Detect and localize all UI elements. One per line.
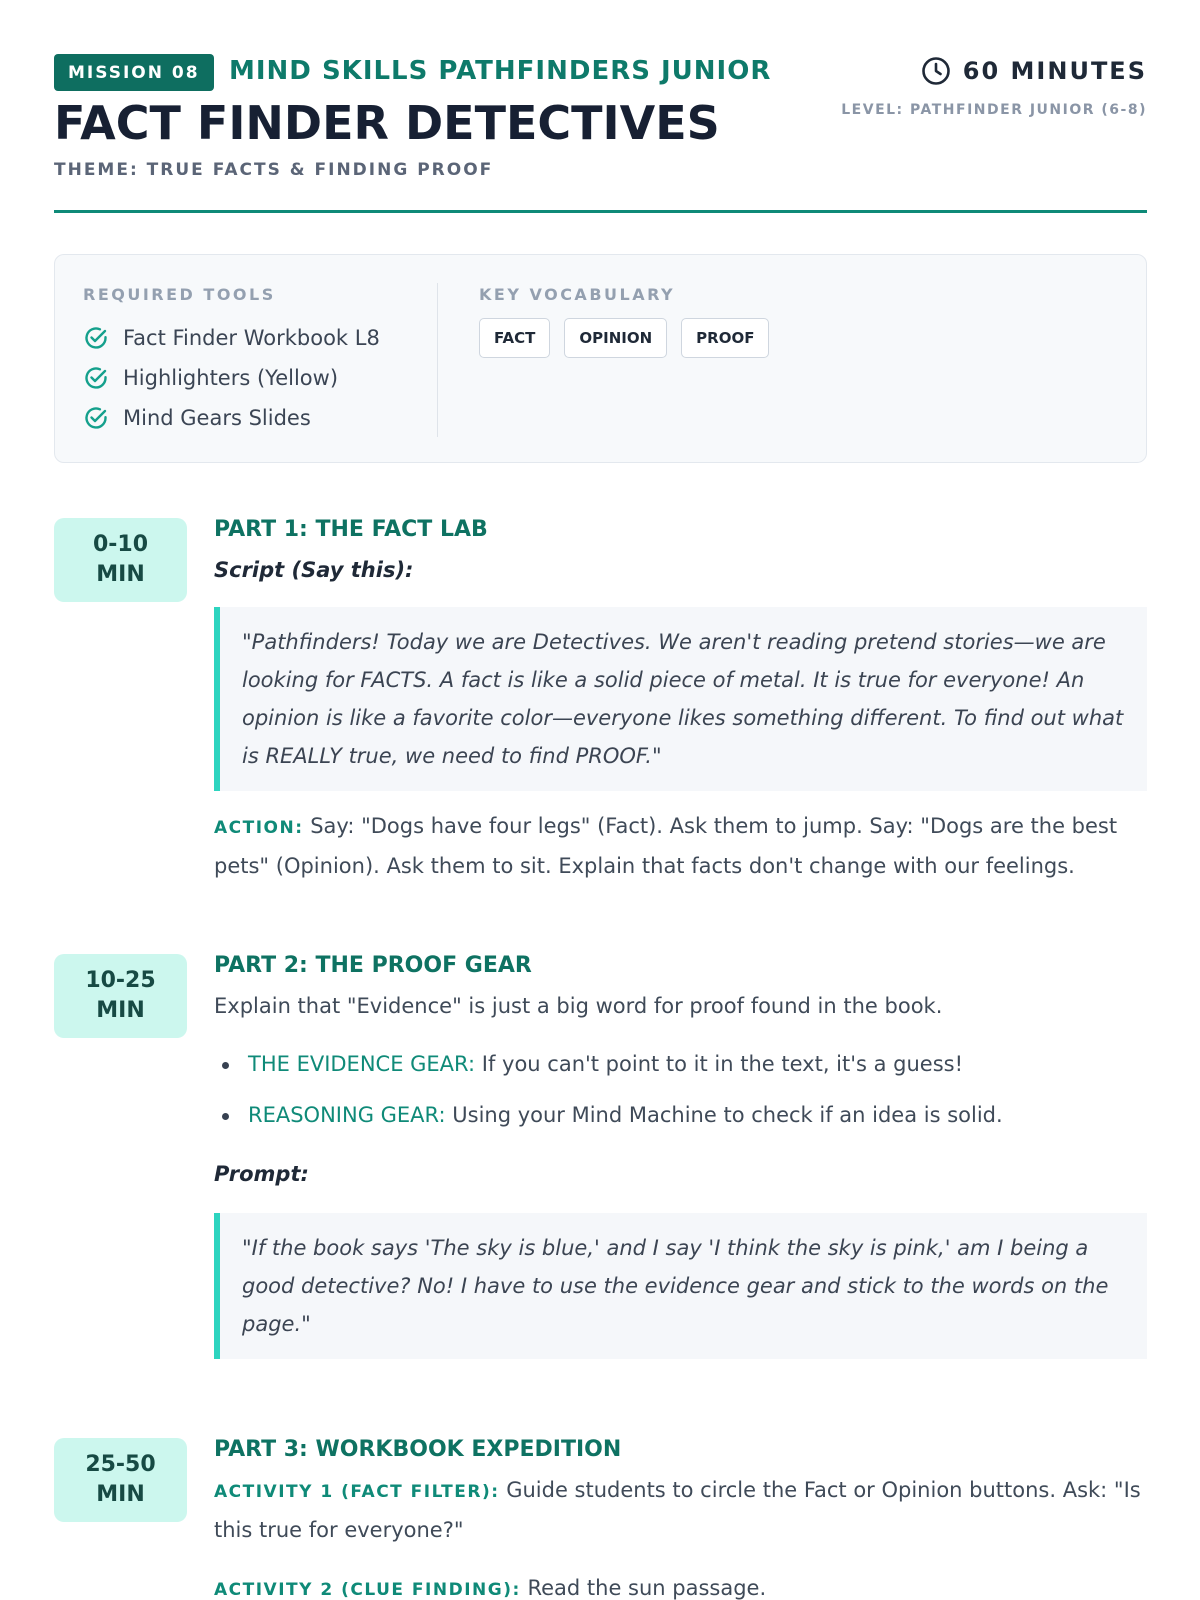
level-label: LEVEL: PATHFINDER JUNIOR (6-8) [841, 102, 1147, 118]
tool-label: Fact Finder Workbook L8 [123, 326, 380, 350]
vocab-chip-fact: FACT [479, 318, 550, 358]
check-circle-icon [83, 365, 109, 391]
activity-label: ACTIVITY 2 (CLUE FINDING): [214, 1580, 521, 1600]
section-title: PART 1: THE FACT LAB [214, 517, 488, 542]
header-divider [54, 210, 1147, 213]
time-range: 25-50 [85, 1452, 156, 1477]
time-unit: MIN [96, 1482, 145, 1507]
check-circle-icon [83, 325, 109, 351]
activity-text: Read the sun passage. [520, 1576, 767, 1600]
tool-label: Highlighters (Yellow) [123, 366, 339, 390]
list-item [214, 1039, 1147, 1090]
activity-note [214, 1471, 1147, 1549]
script-label: Script (Say this): [214, 558, 414, 582]
gear-text: If you can't point to it in the text, it's a guess! [475, 1052, 964, 1076]
section-part-3 [214, 1435, 1147, 1600]
action-label: ACTION: [214, 818, 304, 838]
gear-list [214, 1039, 1147, 1141]
time-range: 0-10 [92, 532, 149, 557]
page-title: FACT FINDER DETECTIVES [54, 96, 720, 150]
mission-badge: MISSION 08 [54, 54, 214, 91]
section-part-2 [214, 951, 1147, 1359]
script-quote: "Pathfinders! Today we are Detectives. We aren't reading pretend stories—we are looking for FACTS. A fact is like a solid piece of metal. It is true for everyone! An opinion is like a favorite color—everyone likes something different. To find out what is REALLY true, we need to find PROOF." [214, 607, 1147, 791]
vocab-list [479, 318, 1079, 358]
time-badge-part-3 [54, 1438, 187, 1522]
page-header [54, 52, 1147, 214]
check-circle-icon [83, 405, 109, 431]
vocab-chip-proof: PROOF [681, 318, 769, 358]
list-item [214, 1090, 1147, 1141]
info-divider [437, 283, 438, 437]
vocab-chip-opinion: OPINION [564, 318, 667, 358]
activity-text: Guide students to circle the Fact or Opinion buttons. Ask: "Is this true for everyone?" [214, 1478, 1141, 1542]
duration [921, 56, 1147, 86]
prompt-quote: "If the book says 'The sky is blue,' and I say 'I think the sky is pink,' am I being a good detective? No! I have to use the evidence gear and stick to the words on the page." [214, 1213, 1147, 1359]
section-title: PART 2: THE PROOF GEAR [214, 953, 532, 978]
time-badge-part-1 [54, 518, 187, 602]
program-title: MIND SKILLS PATHFINDERS JUNIOR [229, 56, 772, 86]
duration-text: 60 MINUTES [962, 57, 1147, 85]
action-note [214, 807, 1147, 885]
time-unit: MIN [96, 562, 145, 587]
materials-box [54, 254, 1147, 463]
action-text: Say: "Dogs have four legs" (Fact). Ask them to jump. Say: "Dogs are the best pets" (Opinion). Ask them to sit. Explain that facts don't change with our feelings. [214, 814, 1118, 878]
lesson-theme: THEME: TRUE FACTS & FINDING PROOF [54, 160, 494, 180]
tool-item [83, 318, 433, 358]
required-tools [83, 285, 433, 438]
activity-label: ACTIVITY 1 (FACT FILTER): [214, 1482, 500, 1502]
vocab-heading: KEY VOCABULARY [479, 285, 676, 304]
tool-item [83, 358, 433, 398]
key-vocabulary [479, 285, 1079, 358]
section-part-1 [214, 515, 1147, 885]
time-unit: MIN [96, 998, 145, 1023]
tool-item [83, 398, 433, 438]
tool-label: Mind Gears Slides [123, 406, 311, 430]
gear-text: Using your Mind Machine to check if an idea is solid. [445, 1103, 1003, 1127]
gear-label: REASONING GEAR: [248, 1103, 446, 1127]
section-intro: Explain that "Evidence" is just a big word for proof found in the book. [214, 994, 943, 1018]
prompt-label: Prompt: [214, 1162, 309, 1186]
section-title: PART 3: WORKBOOK EXPEDITION [214, 1437, 622, 1462]
tools-heading: REQUIRED TOOLS [83, 285, 276, 304]
clock-icon [921, 56, 951, 86]
time-range: 10-25 [85, 968, 156, 993]
time-badge-part-2 [54, 954, 187, 1038]
activity-note [214, 1569, 1147, 1600]
gear-label: THE EVIDENCE GEAR: [248, 1052, 476, 1076]
